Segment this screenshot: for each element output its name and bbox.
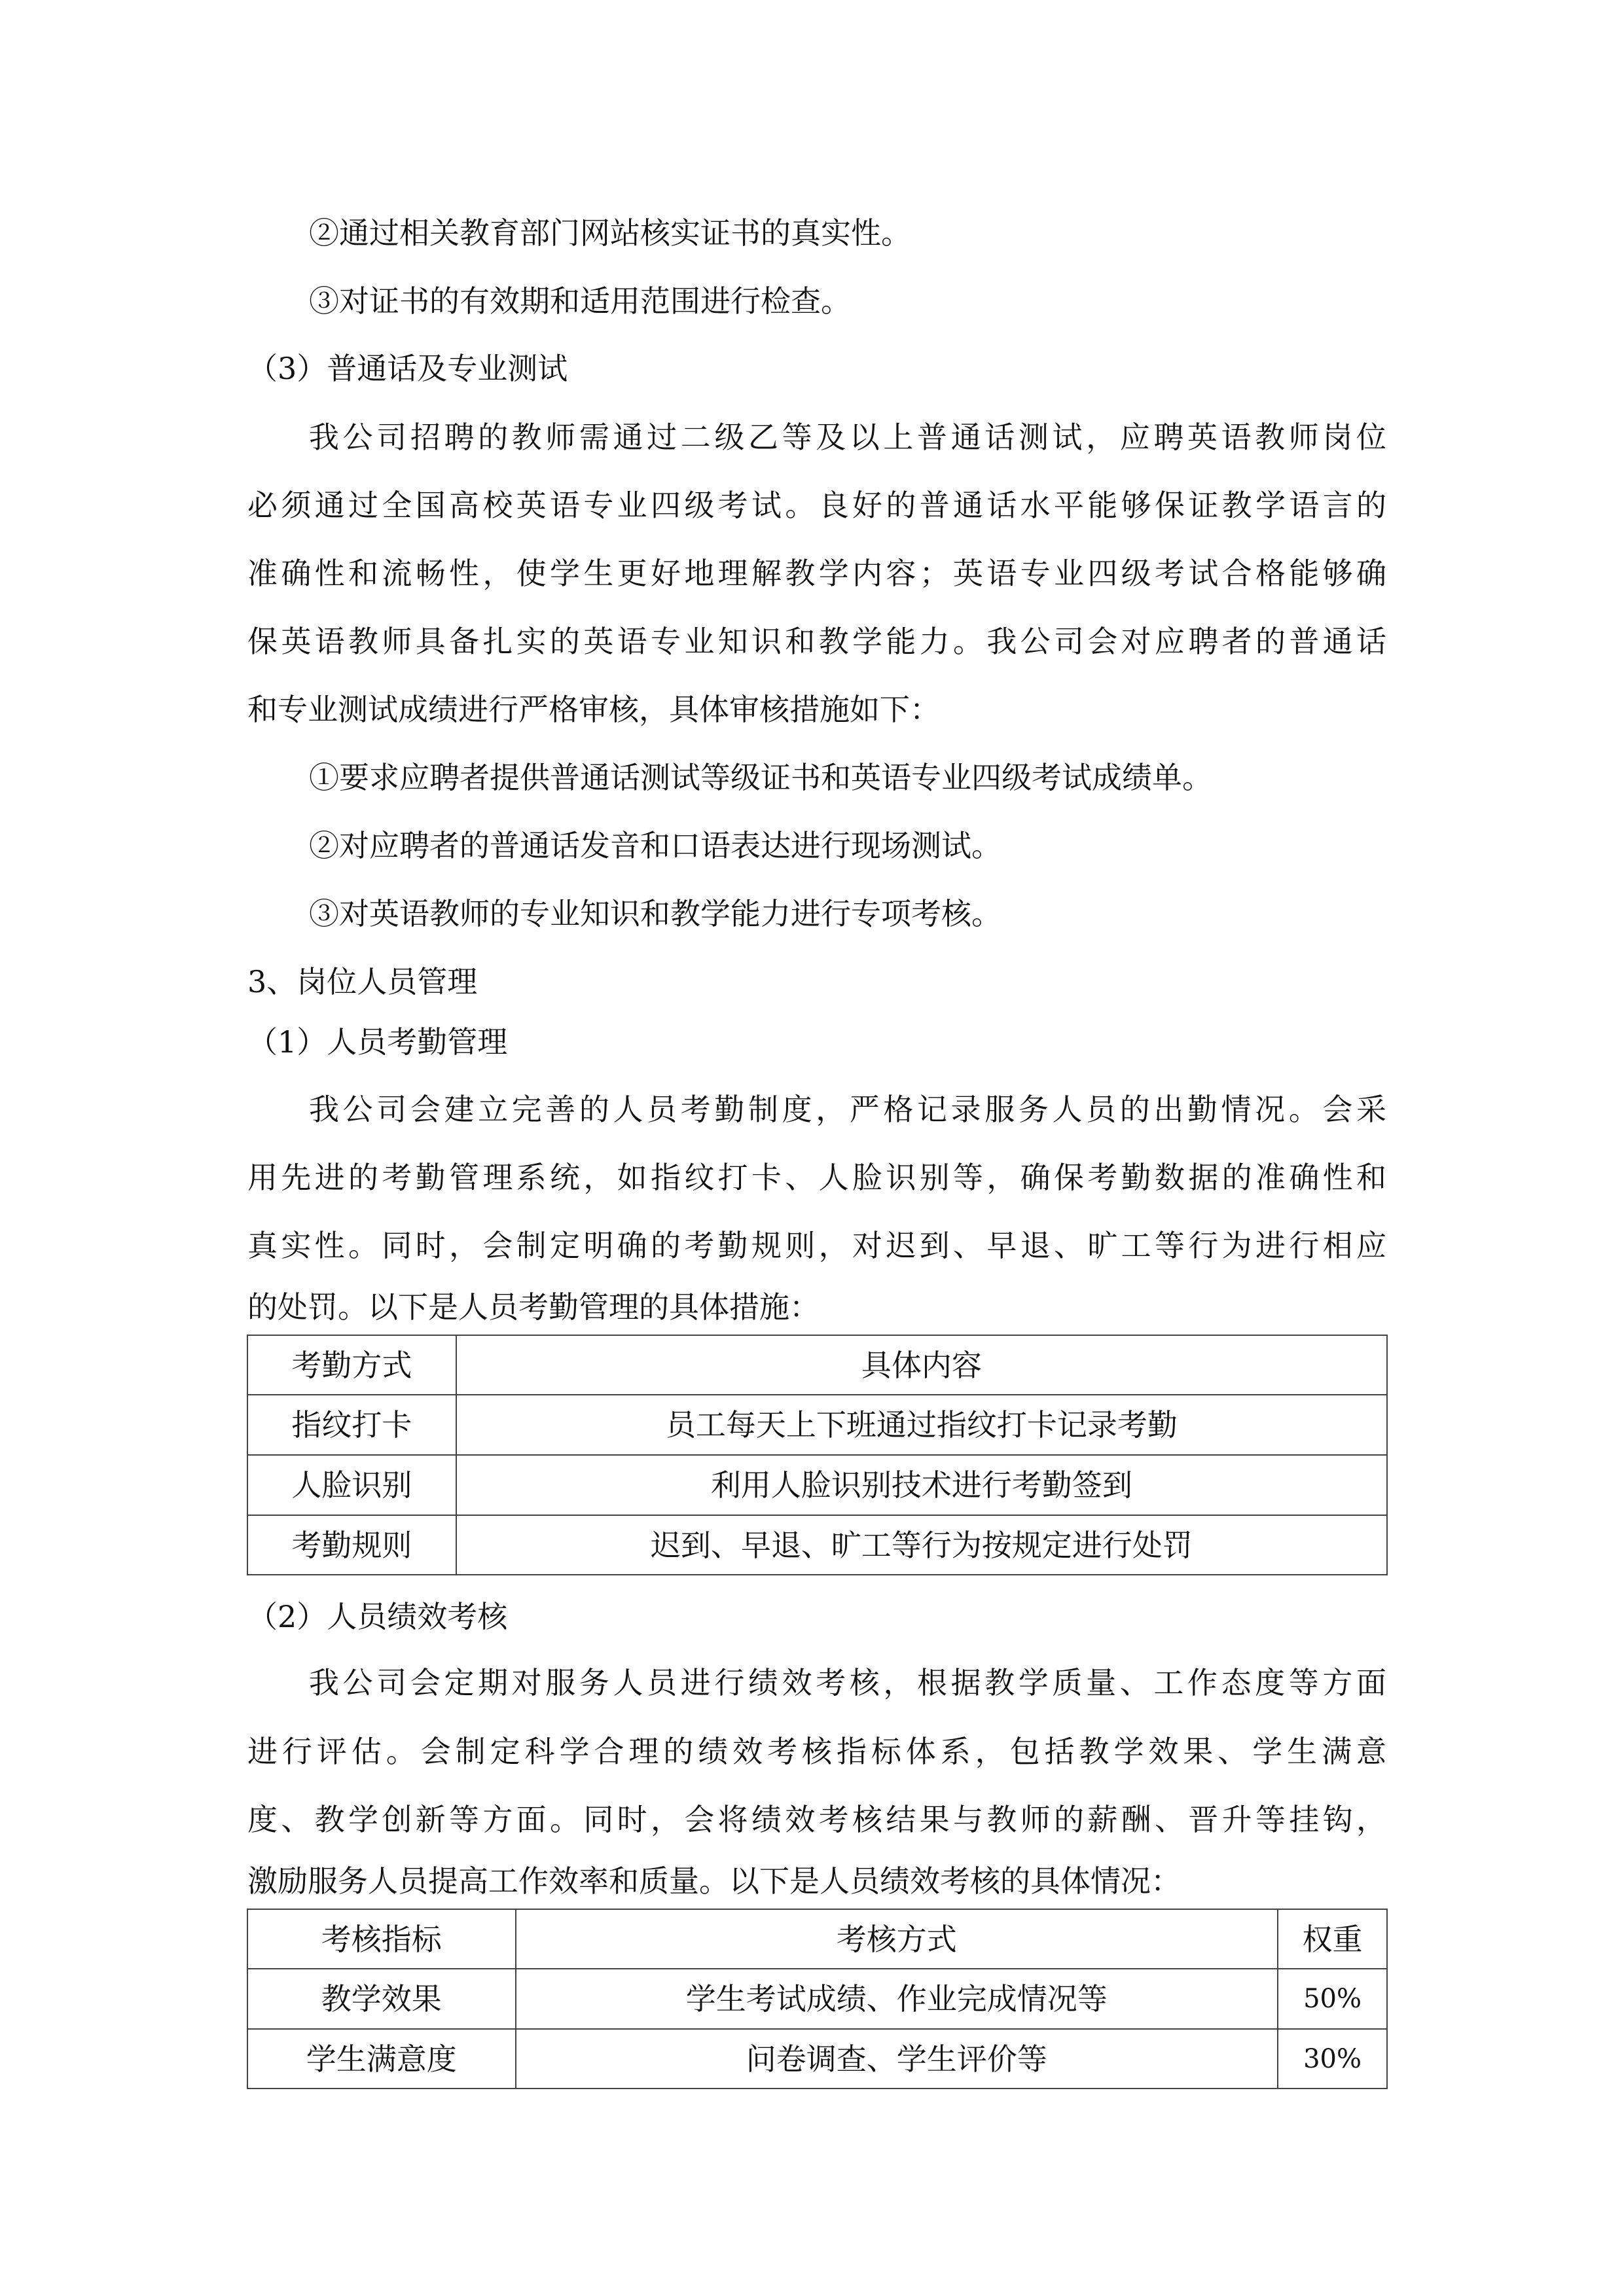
cert-item-3: ③对证书的有效期和适用范围进行检查。 [309, 283, 851, 319]
table-cell: 30% [1278, 2029, 1387, 2089]
table-header-cell: 权重 [1278, 1909, 1387, 1969]
table-cell: 学生满意度 [247, 2029, 516, 2089]
table-header-cell: 具体内容 [456, 1335, 1387, 1395]
section-heading-mandarin: （3）普通话及专业测试 [247, 351, 568, 386]
table-header-cell: 考核方式 [516, 1909, 1278, 1969]
table-cell: 人脸识别 [247, 1455, 456, 1515]
paragraph-line: 和专业测试成绩进行严格审核，具体审核措施如下： [247, 692, 940, 727]
table-cell: 利用人脸识别技术进行考勤签到 [456, 1455, 1387, 1515]
table-row [247, 1395, 1387, 1455]
paragraph-line: 我公司会定期对服务人员进行绩效考核，根据教学质量、工作态度等方面 [309, 1665, 1386, 1700]
paragraph-line: 的处罚。以下是人员考勤管理的具体措施： [247, 1289, 820, 1325]
attendance-table [247, 1335, 1388, 1575]
table-row [247, 1515, 1387, 1575]
table-cell: 教学效果 [247, 1969, 516, 2029]
subsection-heading-attendance: （1）人员考勤管理 [247, 1024, 508, 1060]
table-cell: 考勤规则 [247, 1515, 456, 1575]
table-cell: 指纹打卡 [247, 1395, 456, 1455]
list-item: ①要求应聘者提供普通话测试等级证书和英语专业四级考试成绩单。 [309, 760, 1212, 795]
paragraph-line: 准确性和流畅性，使学生更好地理解教学内容；英语专业四级考试合格能够确 [247, 556, 1386, 591]
paragraph-line: 进行评估。会制定科学合理的绩效考核指标体系，包括教学效果、学生满意 [247, 1734, 1386, 1769]
table-row [247, 1455, 1387, 1515]
table-row [247, 2029, 1387, 2089]
section-heading-staff: 3、岗位人员管理 [247, 964, 478, 999]
table-cell: 迟到、早退、旷工等行为按规定进行处罚 [456, 1515, 1387, 1575]
cert-item-2: ②通过相关教育部门网站核实证书的真实性。 [309, 215, 911, 251]
table-header-row [247, 1335, 1387, 1395]
table-cell: 员工每天上下班通过指纹打卡记录考勤 [456, 1395, 1387, 1455]
paragraph-line: 我公司招聘的教师需通过二级乙等及以上普通话测试，应聘英语教师岗位 [309, 420, 1386, 455]
paragraph-line: 度、教学创新等方面。同时，会将绩效考核结果与教师的薪酬、晋升等挂钩， [247, 1802, 1386, 1837]
paragraph-line: 真实性。同时，会制定明确的考勤规则，对迟到、早退、旷工等行为进行相应 [247, 1228, 1386, 1263]
table-cell: 50% [1278, 1969, 1387, 2029]
list-item: ③对英语教师的专业知识和教学能力进行专项考核。 [309, 896, 1001, 931]
table-cell: 问卷调查、学生评价等 [516, 2029, 1278, 2089]
table-row [247, 1969, 1387, 2029]
performance-table [247, 1909, 1388, 2089]
table-cell: 学生考试成绩、作业完成情况等 [516, 1969, 1278, 2029]
table-header-cell: 考核指标 [247, 1909, 516, 1969]
table-header-row [247, 1909, 1387, 1969]
paragraph-line: 激励服务人员提高工作效率和质量。以下是人员绩效考核的具体情况： [247, 1863, 1181, 1899]
table-header-cell: 考勤方式 [247, 1335, 456, 1395]
paragraph-line: 用先进的考勤管理系统，如指纹打卡、人脸识别等，确保考勤数据的准确性和 [247, 1160, 1386, 1195]
paragraph-line: 我公司会建立完善的人员考勤制度，严格记录服务人员的出勤情况。会采 [309, 1092, 1386, 1127]
paragraph-line: 保英语教师具备扎实的英语专业知识和教学能力。我公司会对应聘者的普通话 [247, 624, 1386, 659]
subsection-heading-performance: （2）人员绩效考核 [247, 1599, 508, 1634]
list-item: ②对应聘者的普通话发音和口语表达进行现场测试。 [309, 828, 1001, 863]
paragraph-line: 必须通过全国高校英语专业四级考试。良好的普通话水平能够保证教学语言的 [247, 488, 1386, 523]
